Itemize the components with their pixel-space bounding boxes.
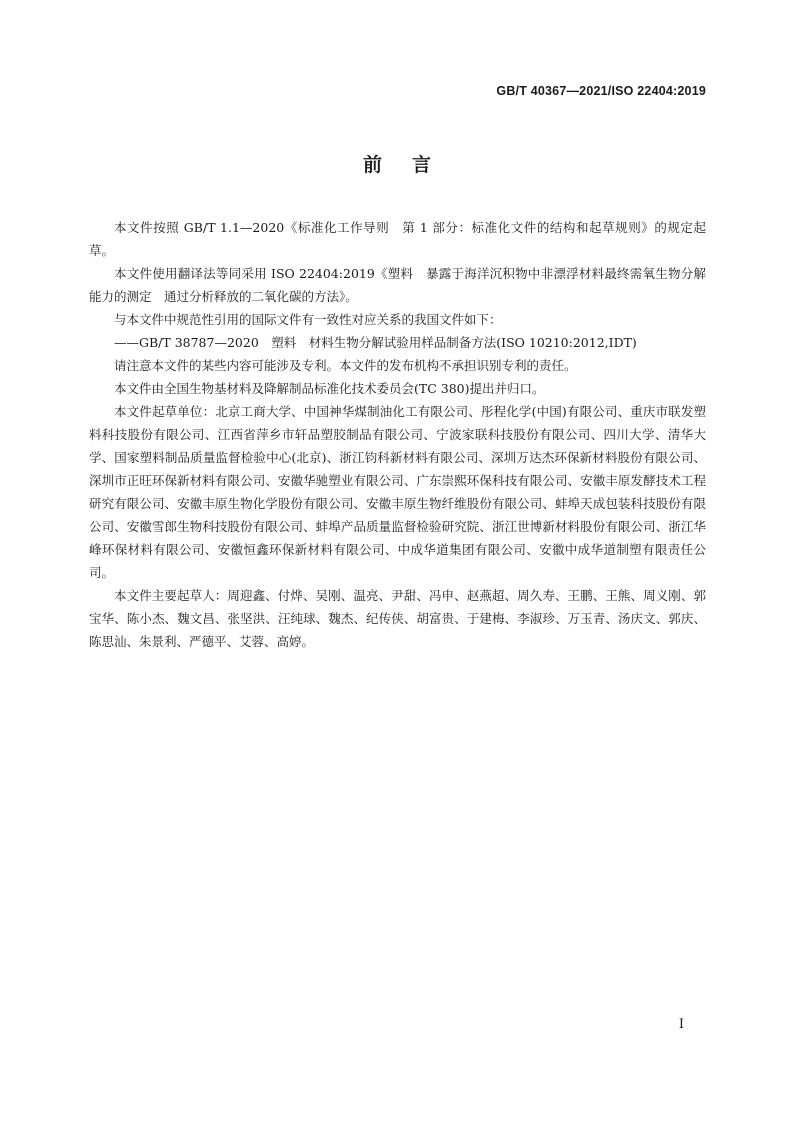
page-title: 前言 [362,154,461,176]
foreword-body [89,216,706,653]
paragraph-drafters: 本文件主要起草人：周迎鑫、付烨、吴刚、温亮、尹甜、冯申、赵燕超、周久寿、王鹏、王熊、周义刚、郭宝华、陈小杰、魏文昌、张坚洪、汪纯球、魏杰、纪传侠、胡富贵、于建梅、李淑珍、万玉青、汤庆文、郭庆、陈思汕、朱景利、严德平、艾蓉、高婷。 [89,588,706,649]
page-number: I [678,1017,684,1032]
paragraph-reference-standard: ——GB/T 38787—2020 塑料 材料生物分解试验用样品制备方法(ISO 10210:2012,IDT) [114,335,637,350]
paragraph-drafting-units: 本文件起草单位：北京工商大学、中国神华煤制油化工有限公司、彤程化学(中国)有限公司、重庆市联发塑料科技股份有限公司、江西省萍乡市轩品塑胶制品有限公司、宁波家联科技股份有限公司、四川大学、清华大学、国家塑料制品质量监督检验中心(北京)、浙江钧科新材料有限公司、深圳万达杰环保新材料股份有限公司、深圳市正旺环保新材料有限公司、安徽华驰塑业有限公司、广东崇熙环保科技有限公司、安徽丰原发酵技术工程研究有限公司、安徽丰原生物化学股份有限公司、安徽丰原生物纤维股份有限公司、蚌埠天成包装科技股份有限公司、安徽雪郎生物科技股份有限公司、蚌埠产品质量监督检验研究院、浙江世博新材料股份有限公司、浙江华峰环保材料有限公司、安徽恒鑫环保新材料有限公司、中成华道集团有限公司、安徽中成华道制塑有限责任公司。 [89,404,706,580]
paragraph-patent-notice: 请注意本文件的某些内容可能涉及专利。本文件的发布机构不承担识别专利的责任。 [114,358,577,373]
standard-code: GB/T 40367—2021/ISO 22404:2019 [496,84,706,98]
paragraph-corresponding-docs: 与本文件中规范性引用的国际文件有一致性对应关系的我国文件如下： [114,312,502,327]
paragraph-adoption: 本文件使用翻译法等同采用 ISO 22404:2019《塑料 暴露于海洋沉积物中非漂浮材料最终需氧生物分解能力的测定 通过分析释放的二氧化碳的方法》。 [89,266,706,304]
paragraph-drafting-rules: 本文件按照 GB/T 1.1—2020《标准化工作导则 第 1 部分：标准化文件的结构和起草规则》的规定起草。 [89,220,706,258]
paragraph-committee: 本文件由全国生物基材料及降解制品标准化技术委员会(TC 380)提出并归口。 [114,381,545,396]
